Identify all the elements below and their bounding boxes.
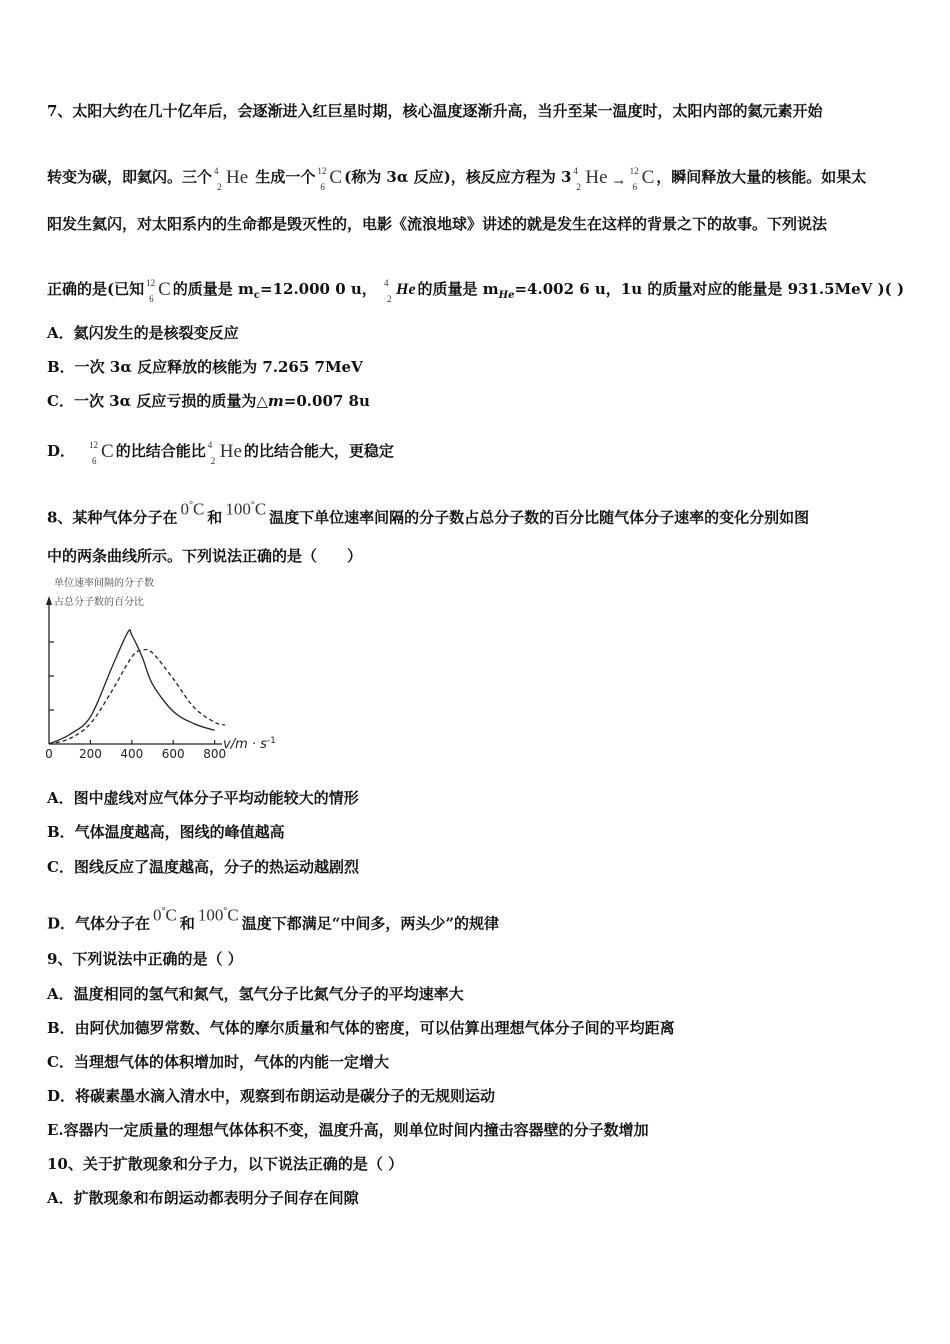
helium-nuclide-italic: 4 2 He bbox=[384, 278, 416, 304]
carbon-nuclide: 12 6 C bbox=[629, 166, 655, 192]
carbon-nuclide: 12 6 C bbox=[146, 278, 171, 304]
chart-ylabel-line1: 单位速率间隔的分子数 bbox=[54, 578, 154, 589]
temperature-0c: 0°C bbox=[180, 499, 205, 519]
q8-option-d[interactable]: D．气体分子在 0°C 和 100°C 温度下都满足“中间多，两头少”的规律 bbox=[47, 902, 499, 934]
q9-option-a[interactable]: A．温度相同的氢气和氮气，氢气分子比氮气分子的平均速率大 bbox=[47, 985, 464, 1003]
q8-stem-line1: 8、某种气体分子在 0°C 和 100°C 温度下单位速率间隔的分子数占总分子数的百分比随气体分子速率的变化分别如图 bbox=[47, 496, 809, 528]
q7-option-a[interactable]: A．氦闪发生的是核裂变反应 bbox=[47, 324, 239, 342]
chart-x-ticks bbox=[45, 740, 226, 761]
q7-option-c[interactable]: C．一次 3α 反应亏损的质量为△m=0.007 8u bbox=[47, 392, 370, 410]
temperature-0c: 0°C bbox=[153, 905, 177, 925]
q7-option-d[interactable]: D． 12 6 C 的比结合能比 4 2 He 的比结合能大，更稳定 bbox=[47, 437, 394, 467]
reaction-arrow-icon: → bbox=[613, 175, 624, 189]
temperature-100c: 100°C bbox=[225, 499, 267, 519]
q8-option-b[interactable]: B．气体温度越高，图线的峰值越高 bbox=[47, 823, 285, 841]
chart-ylabel-line2: 占总分子数的百分比 bbox=[54, 597, 144, 608]
q9-option-e[interactable]: E.容器内一定质量的理想气体体积不变，温度升高，则单位时间内撞击容器壁的分子数增加 bbox=[47, 1121, 649, 1139]
chart-x-tick-label: 200 bbox=[78, 747, 102, 761]
chart-xlabel: $v/m \cdot s^{-1}$ bbox=[223, 736, 276, 752]
q8-stem-line2: 中的两条曲线所示。下列说法正确的是（ ） bbox=[47, 547, 363, 565]
carbon-nuclide: 12 6 C bbox=[89, 440, 114, 466]
chart-x-tick-label: 800 bbox=[203, 747, 227, 761]
q7-stem-line3: 阳发生氦闪，对太阳系内的生命都是毁灭性的，电影《流浪地球》讲述的就是发生在这样的背景之下的故事。下列说法 bbox=[47, 215, 828, 233]
chart-series-dashed bbox=[49, 649, 225, 744]
chart-y-axis-arrow bbox=[46, 596, 52, 605]
q8-option-a[interactable]: A．图中虚线对应气体分子平均动能较大的情形 bbox=[47, 789, 359, 807]
q9-stem: 9、下列说法中正确的是（ ） bbox=[47, 950, 243, 968]
helium-nuclide: 4 2 He bbox=[214, 166, 249, 192]
chart-y-ticks bbox=[49, 642, 54, 710]
chart-series-solid bbox=[49, 630, 215, 744]
chart-x-tick-label: 600 bbox=[161, 747, 185, 761]
helium-nuclide: 4 2 He bbox=[207, 440, 242, 466]
helium-nuclide: 4 2 He bbox=[573, 166, 608, 192]
q9-option-d[interactable]: D．将碳素墨水滴入清水中，观察到布朗运动是碳分子的无规则运动 bbox=[47, 1087, 496, 1105]
q8-option-c[interactable]: C．图线反应了温度越高，分子的热运动越剧烈 bbox=[47, 858, 359, 876]
chart-x-tick-label: 0 bbox=[45, 747, 53, 761]
q7-stem-line1: 7、太阳大约在几十亿年后，会逐渐进入红巨星时期，核心温度逐渐升高，当升至某一温度时，太阳内部的氦元素开始 bbox=[47, 102, 823, 120]
q10-stem: 10、关于扩散现象和分子力，以下说法正确的是（ ） bbox=[47, 1155, 404, 1173]
q7-option-b[interactable]: B．一次 3α 反应释放的核能为 7.265 7MeV bbox=[47, 358, 363, 376]
q9-option-b[interactable]: B．由阿伏加德罗常数、气体的摩尔质量和气体的密度，可以估算出理想气体分子间的平均距离 bbox=[47, 1019, 675, 1037]
temperature-100c: 100°C bbox=[197, 905, 239, 925]
q7-stem-line2: 转变为碳，即氦闪。三个 4 2 He 生成一个 12 6 C (称为 3α 反应)，核反应方程为 3 4 2 He $_\to$ 12 6 C ，瞬间释放大量的核能。如果太 bbox=[47, 163, 866, 193]
carbon-nuclide: 12 6 C bbox=[317, 166, 343, 192]
q7-stem-line4: 正确的是(已知 12 6 C 的质量是 $m_c=12.000$ 0 u， 4 2 He 的质量是 $m_{He}=4.002$ 6 u，1u 的质量对应的能量是 931.5MeV )( ) bbox=[47, 275, 904, 306]
q10-option-a[interactable]: A．扩散现象和布朗运动都表明分子间存在间隙 bbox=[47, 1189, 359, 1207]
speed-distribution-chart bbox=[40, 572, 290, 762]
q9-option-c[interactable]: C．当理想气体的体积增加时，气体的内能一定增大 bbox=[47, 1053, 389, 1071]
chart-x-tick-label: 400 bbox=[120, 747, 144, 761]
